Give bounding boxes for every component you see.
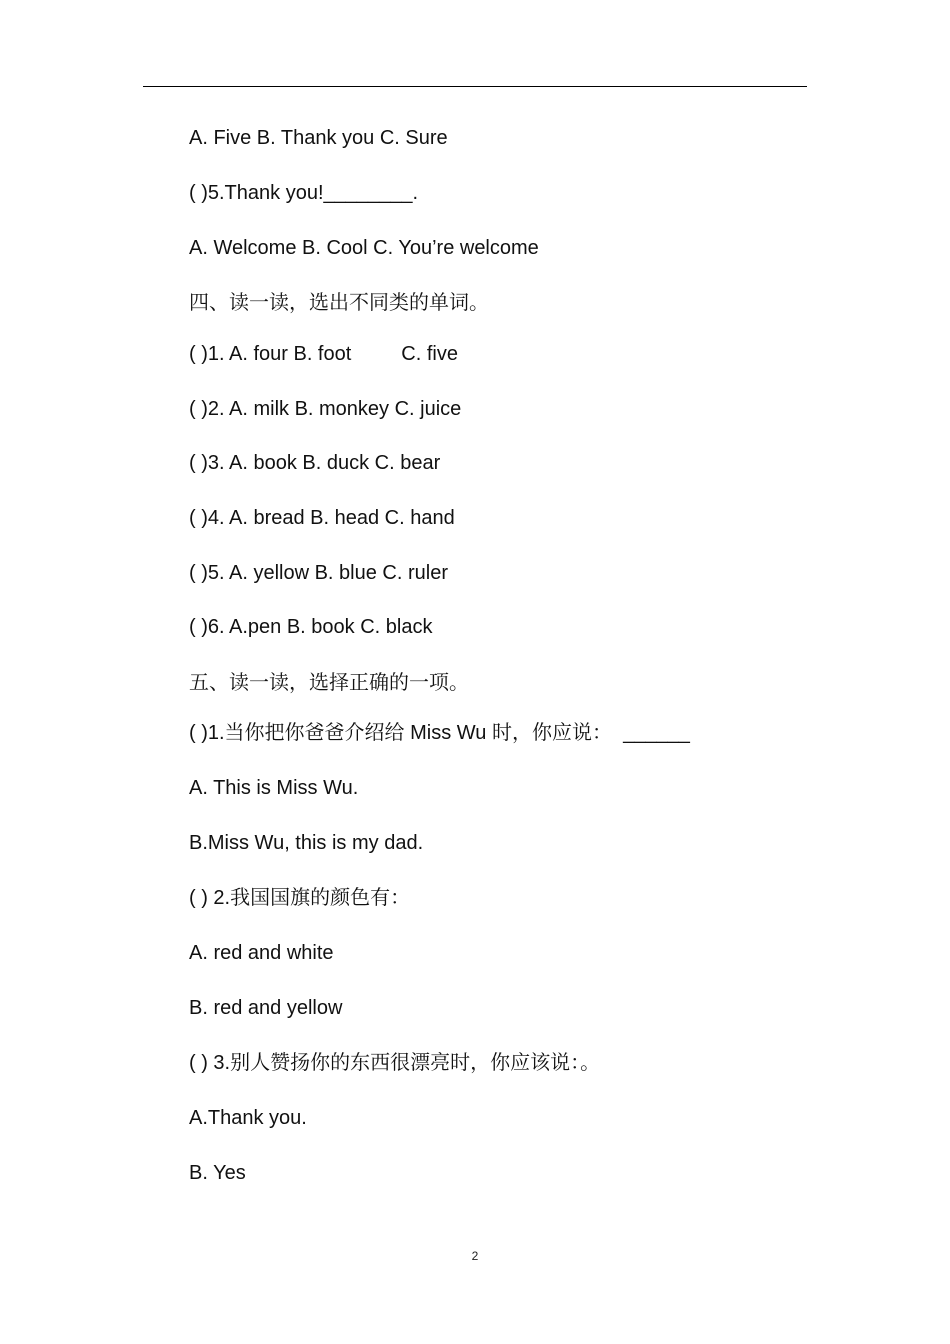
s4-item-4: ( )4. A. bread B. head C. hand <box>189 507 455 529</box>
header-rule <box>143 86 807 87</box>
s5-q3-option-a: A.Thank you. <box>189 1107 307 1129</box>
q4-options: A. Five B. Thank you C. Sure <box>189 127 448 149</box>
section-4-heading: 四、读一读，选出不同类的单词。 <box>189 290 489 314</box>
s5-q1-option-a: A. This is Miss Wu. <box>189 777 359 799</box>
s5-q1-option-b: B.Miss Wu, this is my dad. <box>189 832 424 854</box>
q5-options: A. Welcome B. Cool C. You’re welcome <box>189 237 539 259</box>
s4-item-5: ( )5. A. yellow B. blue C. ruler <box>189 562 448 584</box>
s5-q2-option-b: B. red and yellow <box>189 997 343 1019</box>
s5-q1-prompt: ( )1.当你把你爸爸介绍给 Miss Wu 时，你应说： ______ <box>189 722 690 744</box>
s4-item-1: ( )1. A. four B. foot C. five <box>189 343 458 365</box>
s5-q3-prompt: ( ) 3.别人赞扬你的东西很漂亮时，你应该说：。 <box>189 1052 601 1074</box>
section-5-heading: 五、读一读，选择正确的一项。 <box>189 670 469 694</box>
s5-q2-option-a: A. red and white <box>189 942 334 964</box>
s4-item-2: ( )2. A. milk B. monkey C. juice <box>189 398 462 420</box>
s5-q3-option-b: B. Yes <box>189 1162 246 1184</box>
s5-q2-prompt: ( ) 2.我国国旗的颜色有： <box>189 887 411 909</box>
page-number: 2 <box>471 1249 479 1263</box>
q5-prompt: ( )5.Thank you!________. <box>189 182 419 204</box>
s4-item-3: ( )3. A. book B. duck C. bear <box>189 452 441 474</box>
s4-item-6: ( )6. A.pen B. book C. black <box>189 616 433 638</box>
